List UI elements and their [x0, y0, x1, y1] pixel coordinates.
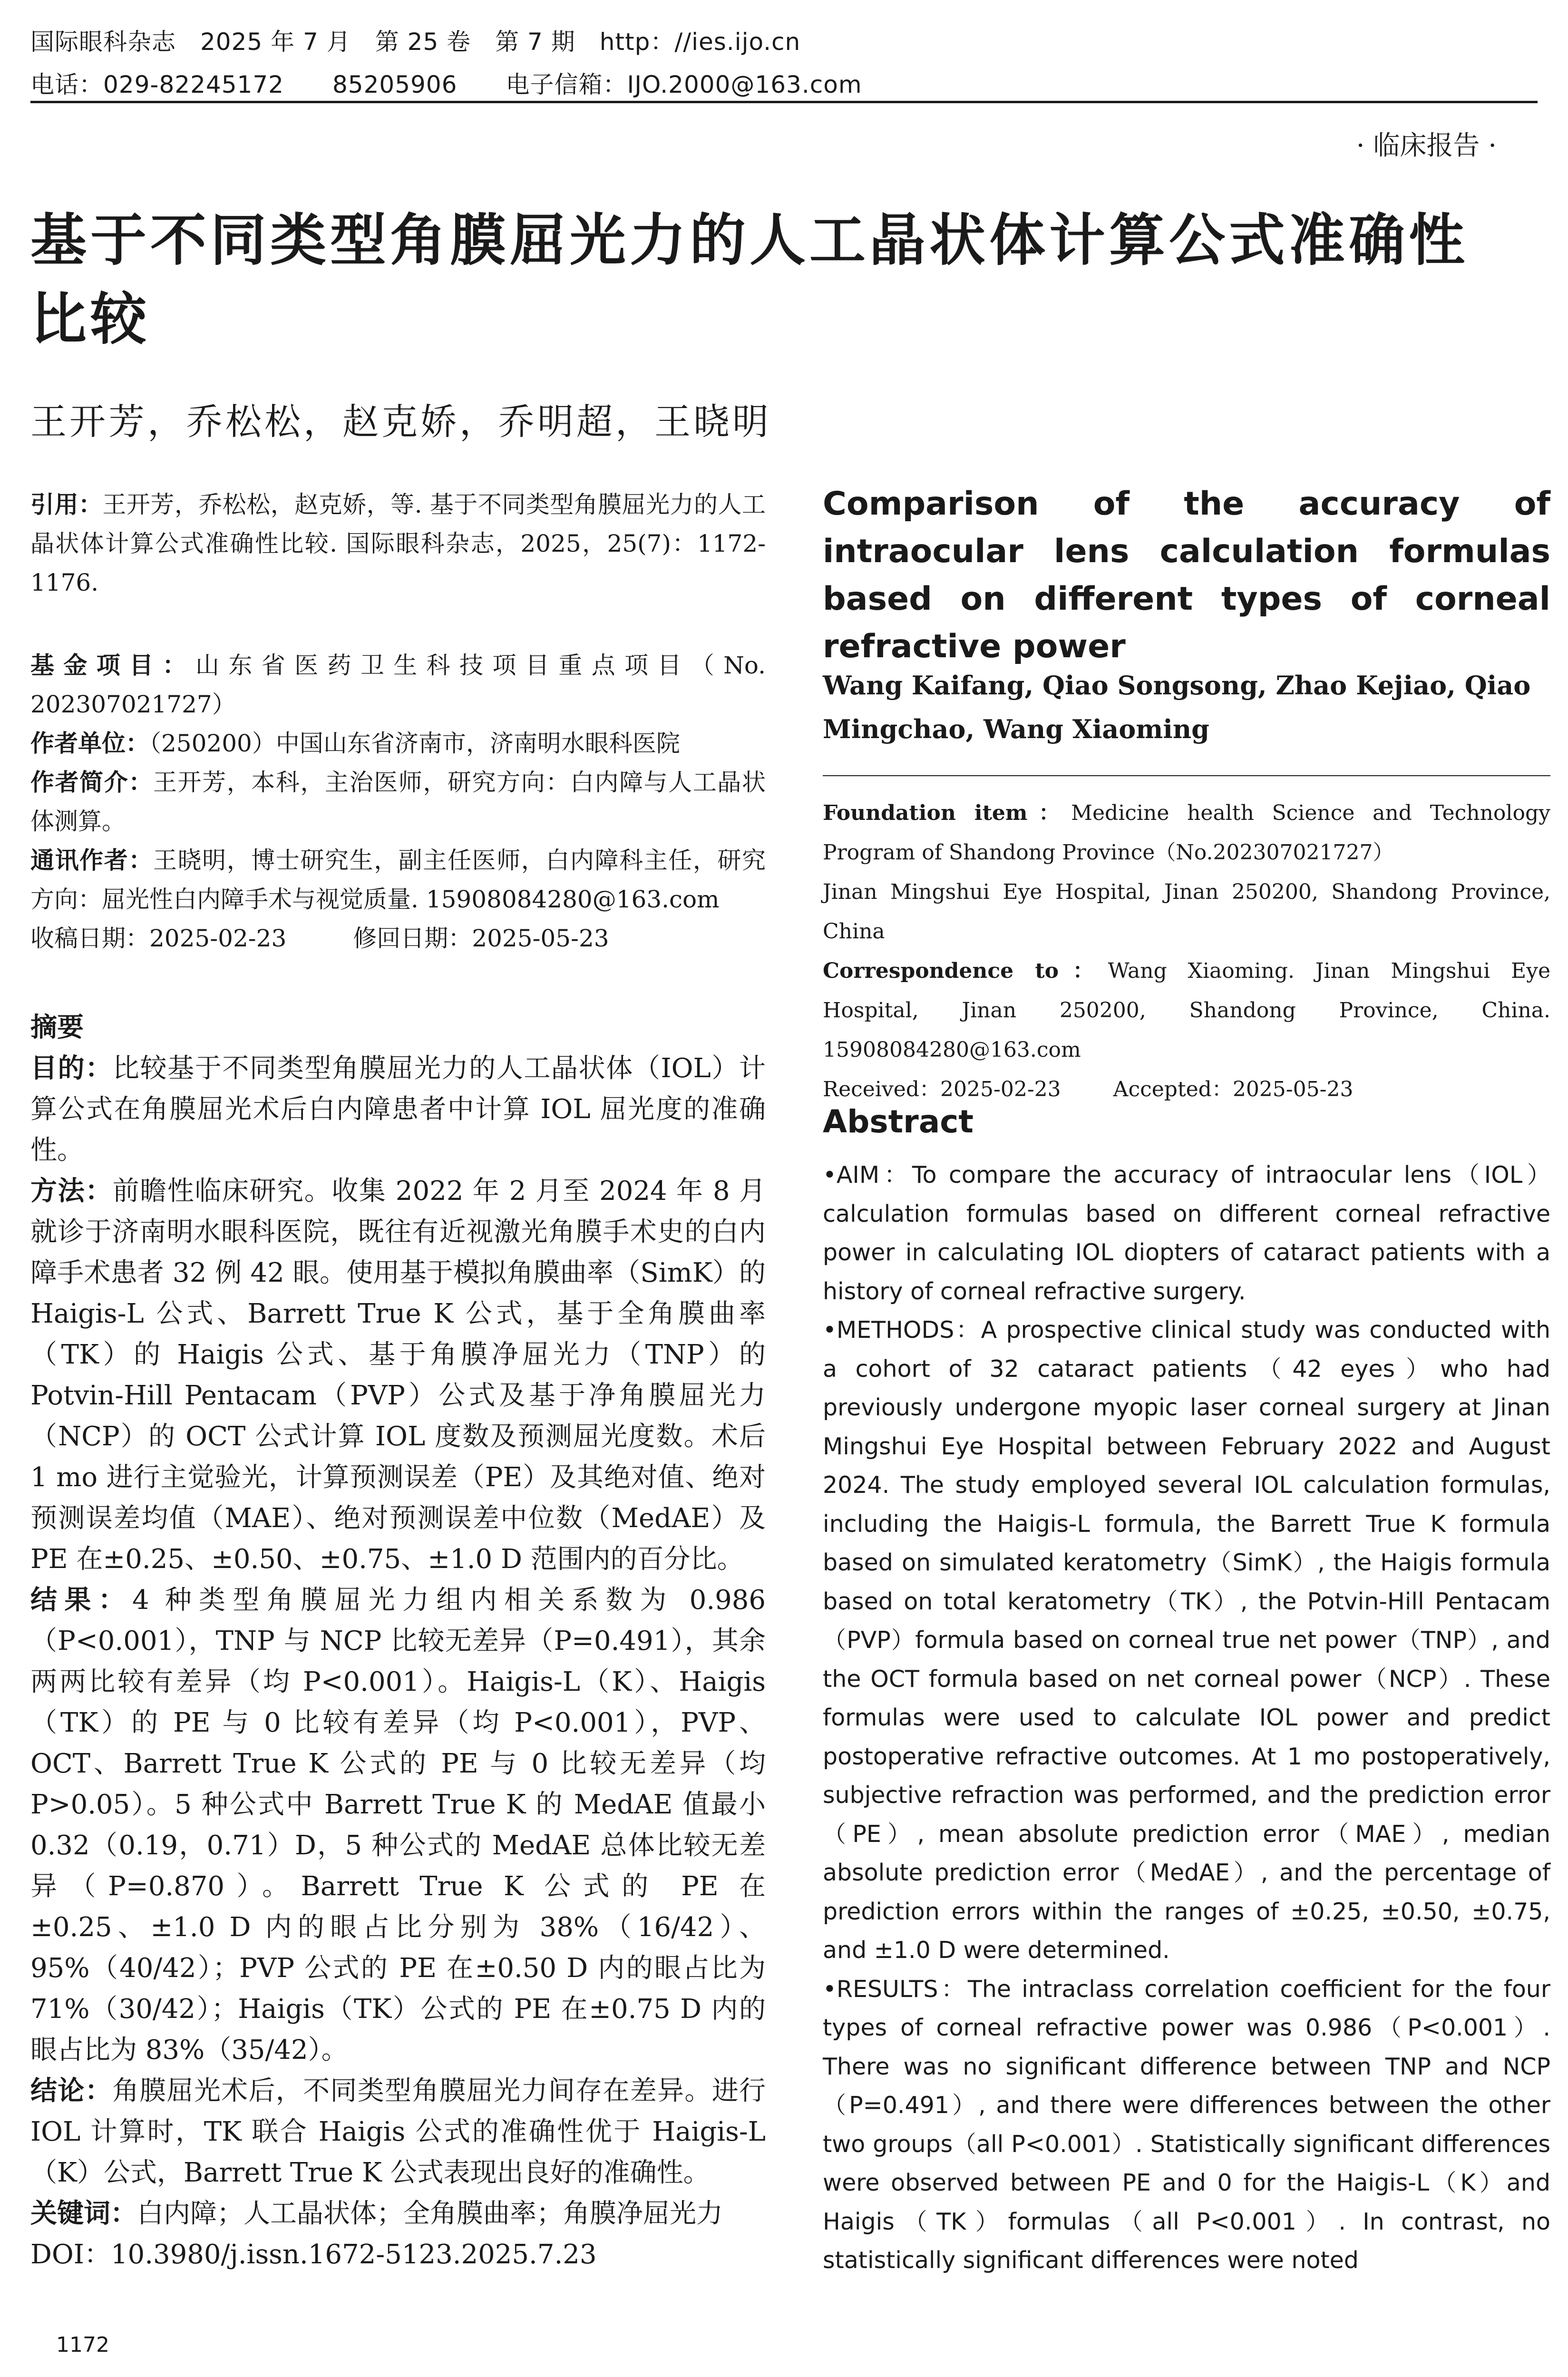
affiliation-en: Jinan Mingshui Eye Hospital, Jinan 250200, Shandong Province, China — [823, 880, 1550, 944]
aim-text: 比较基于不同类型角膜屈光力的人工晶状体（IOL）计算公式在角膜屈光术后白内障患者中计算 IOL 屈光度的准确性。 — [30, 1053, 766, 1166]
section-tag: · 临床报告 · — [1356, 130, 1497, 161]
en-info-rule — [823, 775, 1550, 776]
bio-text: 王开芳，本科，主治医师，研究方向：白内障与人工晶状体测算。 — [30, 769, 766, 835]
citation-text: 王开芳，乔松松，赵克娇，等. 基于不同类型角膜屈光力的人工晶状体计算公式准确性比较. 国际眼科杂志，2025，25(7)：1172-1176. — [30, 491, 766, 596]
abstract-en — [823, 1156, 1550, 2280]
abstract-en-heading: Abstract — [823, 1103, 974, 1140]
results-en: •RESULTS：The intraclass correlation coefficient for the four types of corneal refractive power was 0.986（P<0.001）. There was no significant difference between TNP and NCP（P=0.491）, and there were differences between the other two groups（all P<0.001）. Statistically significant differences were observed between PE and 0 for the Haigis-L（K）and Haigis（TK）formulas（all P<0.001）. In contrast, no statistically significant differences were noted — [823, 1975, 1550, 2274]
revised-cn: 修回日期：2025-05-23 — [353, 925, 609, 952]
correspondence-text: Wang Xiaoming. Jinan Mingshui Eye Hospital, Jinan 250200, Shandong Province, China. 15908084280@163.com — [823, 959, 1550, 1062]
methods-en: •METHODS：A prospective clinical study was conducted with a cohort of 32 cataract patients（42 eyes）who had previously undergone myopic laser corneal surgery at Jinan Mingshui Eye Hospital between February 2022 and August 2024. The study employed several IOL calculation formulas, including the Haigis-L formula, the Barrett True K formula based on simulated keratometry（SimK）, the Haigis formula based on total keratometry（TK）, the Potvin-Hill Pentacam（PVP）formula based on corneal true net power（TNP）, and the OCT formula based on net corneal power（NCP）. These formulas were used to calculate IOL power and predict postoperative refractive outcomes. At 1 mo postoperatively, subjective refraction was performed, and the prediction error（PE）, mean absolute prediction error（MAE）, median absolute prediction error（MedAE）, and the percentage of prediction errors within the ranges of ±0.25, ±0.50, ±0.75, and ±1.0 D were determined. — [823, 1316, 1550, 1964]
article-info-cn — [30, 646, 766, 958]
fund-text: 山东省医药卫生科技项目重点项目（No. 202307021727） — [30, 652, 766, 718]
aim-label: 目的： — [30, 1053, 113, 1084]
foundation-text: Medicine health Science and Technology Program of Shandong Province（No.202307021727） — [823, 801, 1550, 865]
citation-block — [30, 485, 766, 602]
authors-cn: 王开芳，乔松松，赵克娇，乔明超，王晓明 — [30, 400, 771, 443]
title-line1: 基于不同类型角膜屈光力的人工晶状体计算公式准确性 — [30, 207, 1469, 273]
authors-en: Wang Kaifang, Qiao Songsong, Zhao Kejiao, Qiao Mingchao, Wang Xiaoming — [823, 670, 1531, 744]
page-number: 1172 — [56, 2333, 109, 2357]
correspondence-label: Correspondence to： — [823, 959, 1108, 983]
title-line2: 比较 — [30, 286, 151, 352]
aim-en: •AIM：To compare the accuracy of intraocular lens（IOL）calculation formulas based on different corneal refractive power in calculating IOL diopters of cataract patients with a history of corneal refractive surgery. — [823, 1161, 1550, 1305]
corr-text: 王晓明，博士研究生，副主任医师，白内障科主任，研究方向：屈光性白内障手术与视觉质量. 15908084280@163.com — [30, 847, 766, 913]
results-label: 结果： — [30, 1585, 132, 1616]
journal-header-line1: 国际眼科杂志 2025 年 7 月 第 25 卷 第 7 期 http：//ies.ijo.cn — [30, 28, 801, 56]
abstract-cn-heading: 摘要 — [30, 1012, 84, 1043]
citation-label: 引用： — [30, 491, 103, 518]
doi: DOI：10.3980/j.issn.1672-5123.2025.7.23 — [30, 2239, 597, 2270]
received-en: Received：2025-02-23 — [823, 1077, 1061, 1101]
unit-text: （250200）中国山东省济南市，济南明水眼科医院 — [149, 730, 680, 757]
conclusion-label: 结论： — [30, 2075, 112, 2106]
fund-label: 基金项目： — [30, 652, 195, 679]
keywords-text: 白内障；人工晶状体；全角膜曲率；角膜净屈光力 — [137, 2198, 723, 2229]
received-cn: 收稿日期：2025-02-23 — [30, 925, 287, 952]
header-rule — [30, 101, 1538, 103]
unit-label: 作者单位： — [30, 730, 149, 757]
bio-label: 作者简介： — [30, 769, 153, 796]
keywords-label: 关键词： — [30, 2198, 137, 2229]
accepted-en: Accepted：2025-05-23 — [1113, 1077, 1354, 1101]
results-text: 4 种类型角膜屈光力组内相关系数为 0.986（P<0.001），TNP 与 NCP 比较无差异（P=0.491），其余两两比较有差异（均 P<0.001）。Haigis-L（K）、Haigis（TK）的 PE 与 0 比较有差异（均 P<0.001），PVP、OCT、Barrett True K 公式的 PE 与 0 比较无差异（均 P>0.05）。5 种公式中 Barrett True K 的 MedAE 值最小 0.32（0.19，0.71）D，5 种公式的 MedAE 总体比较无差异（P=0.870）。Barrett True K 公式的 PE 在±0.25、±1.0 D 内的眼占比分别为 38%（16/42）、95%（40/42）；PVP 公式的 PE 在±0.50 D 内的眼占比为 71%（30/42）；Haigis（TK）公式的 PE 在±0.75 D 内的眼占比为 83%（35/42）。 — [30, 1585, 766, 2065]
abstract-cn — [30, 1007, 766, 2275]
foundation-label: Foundation item： — [823, 801, 1071, 825]
conclusion-text: 角膜屈光术后，不同类型角膜屈光力间存在差异。进行 IOL 计算时，TK 联合 Haigis 公式的准确性优于 Haigis-L（K）公式，Barrett True K 公式表现出良好的准确性。 — [30, 2075, 766, 2188]
article-title-cn — [30, 201, 1552, 359]
methods-text: 前瞻性临床研究。收集 2022 年 2 月至 2024 年 8 月就诊于济南明水眼科医院，既往有近视激光角膜手术史的白内障手术患者 32 例 42 眼。使用基于模拟角膜曲率（SimK）的 Haigis-L 公式、Barrett True K 公式，基于全角膜曲率（TK）的 Haigis 公式、基于角膜净屈光力（TNP）的 Potvin-Hill Pentacam（PVP）公式及基于净角膜屈光力（NCP）的 OCT 公式计算 IOL 度数及预测屈光度数。术后 1 mo 进行主觉验光，计算预测误差（PE）及其绝对值、绝对预测误差均值（MAE）、绝对预测误差中位数（MedAE）及 PE 在±0.25、±0.50、±0.75、±1.0 D 范围内的百分比。 — [30, 1176, 766, 1575]
methods-label: 方法： — [30, 1176, 113, 1207]
journal-header-line2: 电话：029-82245172 85205906 电子信箱：IJO.2000@163.com — [30, 71, 862, 98]
article-title-en: Comparison of the accuracy of intraocular lens calculation formulas based on different types of corneal refractive power — [823, 485, 1550, 665]
article-info-en — [823, 793, 1550, 1109]
corr-label: 通讯作者： — [30, 847, 153, 874]
